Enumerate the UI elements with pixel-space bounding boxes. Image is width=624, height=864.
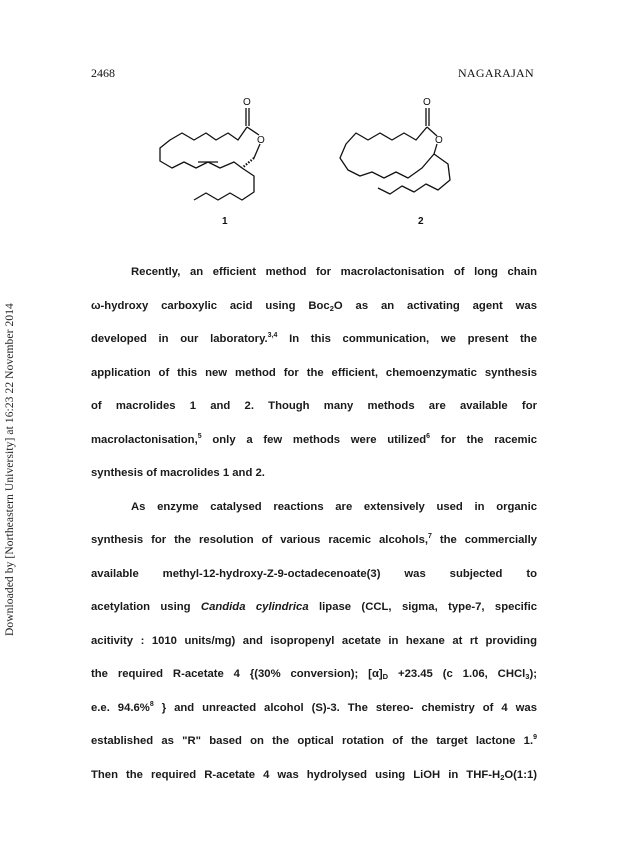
- text-span: Then the required R-acetate 4 was hydrolysed using LiOH in THF-H: [91, 768, 501, 781]
- text-span: macrolactonisation,: [91, 433, 198, 446]
- text-span: O as an activating agent was: [333, 299, 537, 312]
- text-line: [91, 497, 537, 531]
- text-line: [91, 664, 537, 698]
- compound-1-label: 1: [222, 216, 228, 227]
- reference-superscript: 3,4: [267, 332, 278, 339]
- text-span: acetylation using: [91, 601, 201, 613]
- text-line: [91, 329, 537, 363]
- text-span: developed in our laboratory.: [91, 333, 268, 345]
- text-span: lipase (CCL, sigma, type-7, specific: [308, 601, 537, 613]
- text-span: the required R-acetate 4 {(30% conversion); [α]: [91, 668, 383, 680]
- text-line: [91, 698, 537, 732]
- text-span: of macrolides 1 and 2. Though many methods are available for: [91, 400, 537, 412]
- text-line: [91, 530, 537, 564]
- text-line: [91, 463, 537, 497]
- text-span: acitivity : 1010 units/mg) and isopropenyl acetate in hexane at rt providing: [91, 634, 537, 647]
- text-span: +23.45 (c 1.06, CHCl: [388, 668, 526, 680]
- text-span: synthesis for the resolution of various racemic alcohols,: [91, 534, 428, 546]
- text-span: } and unreacted alcohol (S)-3. The stereo- chemistry of 4 was: [153, 701, 537, 714]
- article-body: [91, 262, 537, 798]
- compound-2-ring-oxygen: O: [435, 135, 443, 146]
- text-span: As enzyme catalysed reactions are extensively used in organic: [131, 500, 537, 513]
- text-line: [91, 363, 537, 397]
- text-line: [91, 631, 537, 665]
- text-span: );: [529, 668, 537, 680]
- text-span: In this communication, we present the: [277, 333, 537, 345]
- subscript: 2: [329, 303, 334, 313]
- text-line: [91, 396, 537, 430]
- compound-1-structure: [160, 108, 260, 200]
- download-watermark: Downloaded by [Northeastern University] at 16:23 22 November 2014: [4, 303, 16, 636]
- text-span: application of this new method for the efficient, chemoenzymatic synthesis: [91, 366, 537, 379]
- compound-1-ring-oxygen: O: [257, 135, 265, 146]
- text-line: [91, 262, 537, 296]
- text-span: established as "R" based on the optical rotation of the target lactone 1.: [91, 735, 534, 747]
- species-name: Candida cylindrica: [200, 601, 309, 613]
- reference-superscript: 7: [428, 533, 432, 540]
- running-head: NAGARAJAN: [457, 66, 534, 80]
- text-span: only a few methods were utilized: [201, 433, 427, 446]
- subscript: 3: [525, 672, 530, 681]
- text-line: [91, 564, 537, 598]
- paragraph-2: [91, 497, 537, 799]
- text-line: [91, 731, 537, 765]
- compound-2-structure: [340, 108, 450, 194]
- text-span: available methyl-12-hydroxy-Z-9-octadecenoate(3) was subjected to: [91, 567, 537, 580]
- compound-2-label: 2: [418, 216, 424, 227]
- text-line: [91, 597, 537, 631]
- text-span: synthesis of macrolides 1 and 2.: [91, 467, 265, 479]
- text-span: for the racemic: [430, 433, 537, 446]
- reference-superscript: 9: [533, 734, 537, 741]
- reference-superscript: 6: [426, 432, 431, 440]
- chemical-structures-figure: [150, 96, 490, 236]
- reference-superscript: 8: [149, 700, 154, 708]
- text-span: ω-hydroxy carboxylic acid using Boc: [91, 299, 330, 312]
- subscript: D: [382, 672, 389, 681]
- compound-2-carbonyl-oxygen: O: [423, 97, 431, 108]
- paragraph-1: [91, 262, 537, 497]
- text-span: O(1:1): [504, 768, 537, 781]
- text-line: [91, 765, 537, 799]
- text-span: Recently, an efficient method for macrolactonisation of long chain: [131, 266, 537, 278]
- page-number: 2468: [91, 66, 115, 80]
- structures-svg: [150, 96, 490, 236]
- text-line: [91, 296, 537, 330]
- reference-superscript: 5: [197, 432, 202, 440]
- compound-1-carbonyl-oxygen: O: [243, 97, 251, 108]
- text-span: e.e. 94.6%: [91, 701, 150, 714]
- text-span: the commercially: [431, 534, 537, 546]
- subscript: 2: [500, 772, 505, 782]
- text-line: [91, 430, 537, 464]
